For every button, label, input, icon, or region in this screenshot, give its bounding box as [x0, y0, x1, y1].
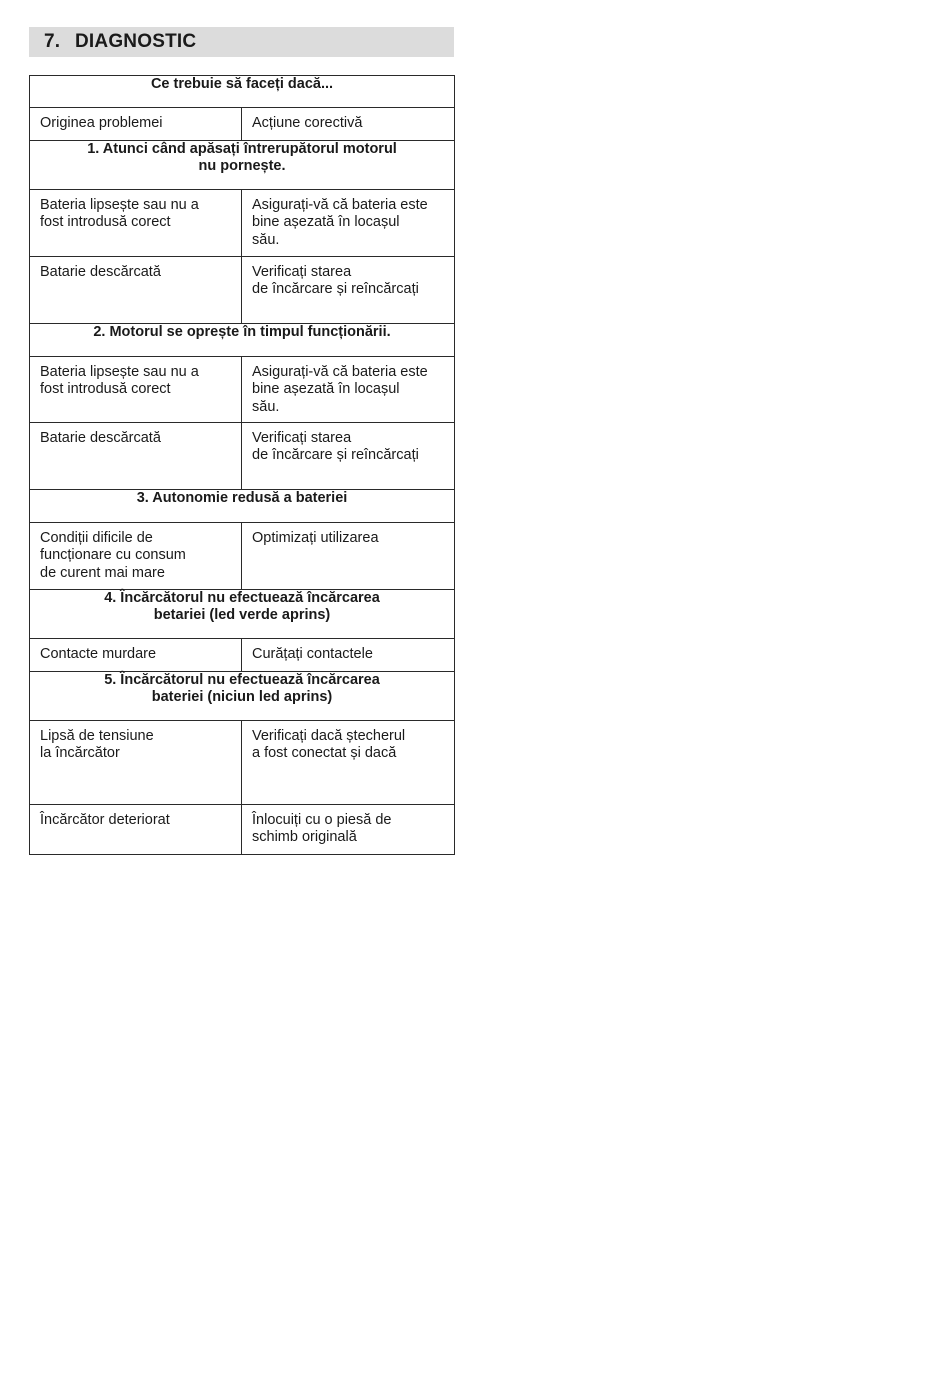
table-row [30, 190, 455, 257]
group-title-3: 3. Autonomie redusă a bateriei [30, 490, 455, 523]
table-caption: Ce trebuie să faceți dacă... [30, 76, 455, 108]
column-header-action: Acțiune corectivă [242, 108, 455, 141]
cause-cell: Lipsă de tensiune la încărcător [30, 721, 242, 805]
table-row [30, 423, 455, 490]
cause-cell: Bateria lipsește sau nu a fost introdusă corect [30, 357, 242, 423]
action-cell: Înlocuiți cu o piesă de schimb originală [242, 805, 455, 855]
group-title-row [30, 490, 455, 523]
group-title-row [30, 141, 455, 190]
group-title-row [30, 324, 455, 357]
action-cell: Asigurați-vă că bateria este bine așezată în locașul său. [242, 190, 455, 257]
group-title-5: 5. Încărcătorul nu efectuează încărcarea bateriei (niciun led aprins) [30, 672, 455, 721]
section-number: 7. [44, 31, 61, 52]
cause-cell: Contacte murdare [30, 639, 242, 672]
cause-cell: Batarie descărcată [30, 257, 242, 324]
action-cell: Asigurați-vă că bateria este bine așezată în locașul său. [242, 357, 455, 423]
table-row [30, 805, 455, 855]
action-cell: Optimizați utilizarea [242, 523, 455, 590]
table-row [30, 721, 455, 805]
column-header-cause: Originea problemei [30, 108, 242, 141]
group-title-2: 2. Motorul se oprește în timpul funcționării. [30, 324, 455, 357]
action-cell: Verificați dacă ștecherul a fost conectat și dacă [242, 721, 455, 805]
column-header-row [30, 108, 455, 141]
cause-cell: Încărcător deteriorat [30, 805, 242, 855]
group-title-row [30, 590, 455, 639]
cause-cell: Batarie descărcată [30, 423, 242, 490]
group-title-row [30, 672, 455, 721]
group-title-1: 1. Atunci când apăsați întrerupătorul motorul nu pornește. [30, 141, 455, 190]
table-row [30, 357, 455, 423]
cause-cell: Bateria lipsește sau nu a fost introdusă corect [30, 190, 242, 257]
action-cell: Verificați starea de încărcare și reîncărcați [242, 257, 455, 324]
table-row [30, 257, 455, 324]
diagnostic-table [29, 75, 455, 855]
group-title-4: 4. Încărcătorul nu efectuează încărcarea betariei (led verde aprins) [30, 590, 455, 639]
section-header [29, 27, 454, 57]
action-cell: Curățați contactele [242, 639, 455, 672]
cause-cell: Condiții dificile de funcționare cu consum de curent mai mare [30, 523, 242, 590]
table-row [30, 639, 455, 672]
table-caption-row [30, 76, 455, 108]
section-title: DIAGNOSTIC [75, 31, 197, 52]
table-row [30, 523, 455, 590]
action-cell: Verificați starea de încărcare și reîncărcați [242, 423, 455, 490]
